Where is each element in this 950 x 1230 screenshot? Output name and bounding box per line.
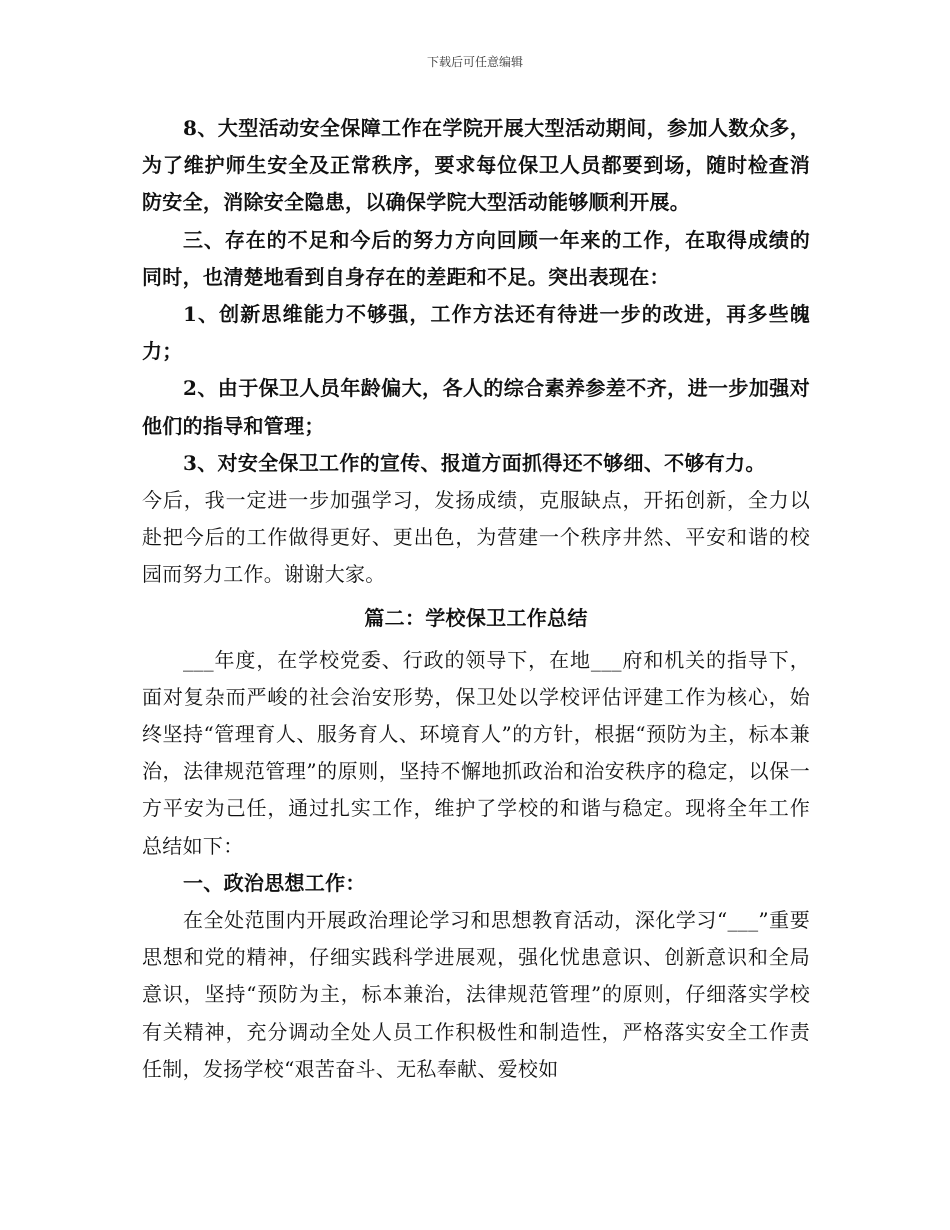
paragraph-closing: 今后，我一定进一步加强学习，发扬成绩，克服缺点，开拓创新，全力以赴把今后的工作做得更好、更出色，为营建一个秩序井然、平安和谐的校园而努力工作。谢谢大家。 (142, 488, 810, 587)
page-header-note: 下载后可任意编辑 (426, 55, 523, 69)
section-title: 篇二：学校保卫工作总结 (364, 605, 588, 630)
paragraph-point-1: 1、创新思维能力不够强，工作方法还有待进一步的改进，再多些魄力； (142, 302, 810, 364)
paragraph-shortcomings: 三、存在的不足和今后的努力方向回顾一年来的工作，在取得成绩的同时，也清楚地看到自身存在的差距和不足。突出表现在： (142, 227, 810, 289)
paragraph-point-3: 3、对安全保卫工作的宣传、报道方面抓得还不够细、不够有力。 (183, 450, 766, 475)
subheading-political-work: 一、政治思想工作： (183, 870, 366, 895)
paragraph-political-work: 在全处范围内开展政治理论学习和思想教育活动，深化学习“___”重要思想和党的精神，仔细实践科学进展观，强化忧患意识、创新意识和全局意识，坚持“预防为主，标本兼治，法律规范管理”的原则，仔细落实学校有关精神，充分调动全处人员工作积极性和制造性，严格落实安全工作责任制，发扬学校“艰苦奋斗、无私奉献、爱校如 (142, 908, 810, 1081)
paragraph-item-8: 8、大型活动安全保障工作在学院开展大型活动期间，参加人数众多，为了维护师生安全及正常秩序，要求每位保卫人员都要到场，随时检查消防安全，消除安全隐患，以确保学院大型活动能够顺利开展。 (142, 116, 810, 215)
document-body (142, 110, 810, 1088)
paragraph-point-2: 2、由于保卫人员年龄偏大，各人的综合素养参差不齐，进一步加强对他们的指导和管理； (142, 376, 810, 438)
paragraph-intro: ___年度，在学校党委、行政的领导下，在地___府和机关的指导下，面对复杂而严峻的社会治安形势，保卫处以学校评估评建工作为核心，始终坚持“管理育人、服务育人、环境育人”的方针，根据“预防为主，标本兼治，法律规范管理”的原则，坚持不懈地抓政治和治安秩序的稳定，以保一方平安为己任，通过扎实工作，维护了学校的和谐与稳定。现将全年工作总结如下： (142, 647, 810, 858)
